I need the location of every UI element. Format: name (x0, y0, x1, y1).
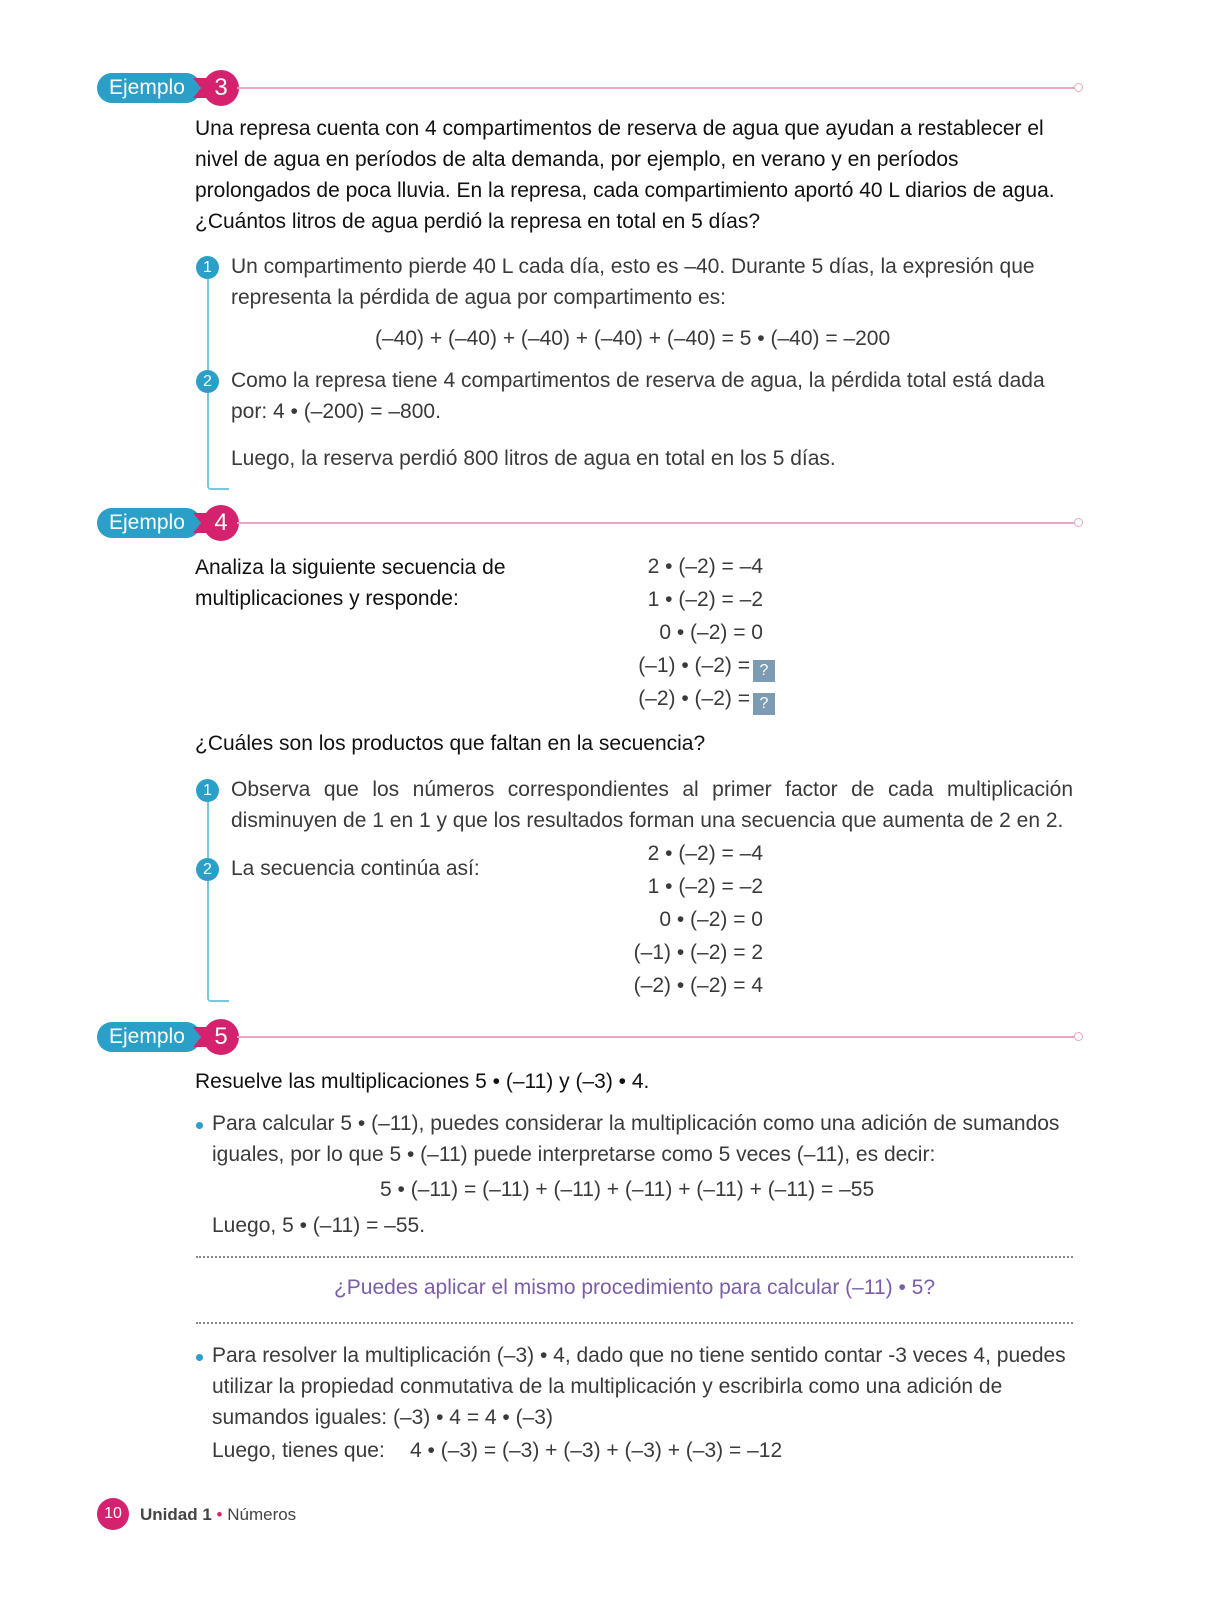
sequence-row: 2 • (–2) = –4 (647, 555, 763, 578)
solution-row: (–2) • (–2) = 4 (633, 974, 763, 997)
ejemplo-number: 4 (203, 505, 239, 541)
ejemplo-5-prompt: Resuelve las multiplicaciones 5 • (–11) y (–3) • 4. (195, 1070, 650, 1093)
sequence-expression: (–2) • (–2) = (638, 687, 750, 710)
ejemplo-5-bullet-2: Para resolver la multiplicación (–3) • 4, dado que no tiene sentido contar -3 veces 4, puedes utilizar la propiedad conmutativa de la multiplicación y escribirla como una adición de sumandos iguales: (–3) • 4 = 4 • (–3) (212, 1344, 1066, 1429)
footer-unit (140, 1505, 296, 1525)
ejemplo-3-conclusion: Luego, la reserva perdió 800 litros de agua en total en los 5 días. (231, 447, 836, 470)
ejemplo-number: 5 (203, 1019, 239, 1055)
footer-separator: • (216, 1505, 223, 1524)
topic-label: Números (227, 1505, 297, 1524)
unknown-box: ? (753, 660, 775, 682)
solution-row: 2 • (–2) = –4 (647, 842, 763, 865)
ejemplo-4-step-1: Observa que los números correspondientes al primer factor de cada multiplicación disminuyen de 1 en 1 y que los resultados forman una secuencia que aumenta de 2 en 2. (231, 778, 1073, 832)
sequence-row-unknown (563, 654, 775, 682)
header-rule-end (1074, 1032, 1083, 1041)
ejemplo-label: Ejemplo (97, 508, 201, 538)
ejemplo-4-step-2: La secuencia continúa así: (231, 857, 480, 880)
dotted-divider (196, 1322, 1073, 1324)
page-number: 10 (97, 1498, 129, 1530)
step-2-badge: 2 (196, 370, 219, 393)
ejemplo-5-equation-2: 4 • (–3) = (–3) + (–3) + (–3) + (–3) = –12 (410, 1439, 783, 1462)
ejemplo-4-header (97, 505, 1089, 541)
sequence-row: 0 • (–2) = 0 (659, 621, 763, 644)
ejemplo-5-result-1: Luego, 5 • (–11) = –55. (212, 1214, 426, 1237)
ejemplo-4-prompt: Analiza la siguiente secuencia de multiplicaciones y responde: (195, 556, 506, 610)
header-rule (237, 87, 1075, 89)
step-1-badge: 1 (196, 256, 219, 279)
ejemplo-5-header (97, 1019, 1089, 1055)
bullet-dot (196, 1354, 203, 1361)
header-rule (237, 522, 1075, 524)
solution-row: (–1) • (–2) = 2 (633, 941, 763, 964)
ejemplo-3-step-1: Un compartimento pierde 40 L cada día, esto es –40. Durante 5 días, la expresión que representa la pérdida de agua por compartimento es: (231, 255, 1035, 309)
side-question: ¿Puedes aplicar el mismo procedimiento para calcular (–11) • 5? (333, 1276, 936, 1299)
bullet-dot (196, 1122, 203, 1129)
ejemplo-label: Ejemplo (97, 1022, 201, 1052)
solution-row: 1 • (–2) = –2 (647, 875, 763, 898)
ejemplo-3-equation: (–40) + (–40) + (–40) + (–40) + (–40) = 5 • (–40) = –200 (375, 327, 891, 350)
steps-bracket (207, 792, 229, 1002)
ejemplo-5-bullet-1: Para calcular 5 • (–11), puedes considerar la multiplicación como una adición de sumandos iguales, por lo que 5 • (–11) puede interpretarse como 5 veces (–11), es decir: (212, 1112, 1060, 1166)
unit-label: Unidad 1 (140, 1505, 212, 1524)
step-2-badge: 2 (196, 858, 219, 881)
ejemplo-4-question: ¿Cuáles son los productos que faltan en la secuencia? (195, 732, 706, 755)
ejemplo-number: 3 (203, 70, 239, 106)
header-rule (237, 1036, 1075, 1038)
step-1-badge: 1 (196, 779, 219, 802)
dotted-divider (196, 1256, 1073, 1258)
unknown-box: ? (753, 693, 775, 715)
header-rule-end (1074, 83, 1083, 92)
ejemplo-3-step-2: Como la represa tiene 4 compartimentos de reserva de agua, la pérdida total está dada por: 4 • (–200) = –800. (231, 369, 1045, 423)
sequence-expression: (–1) • (–2) = (638, 654, 750, 677)
ejemplo-label: Ejemplo (97, 73, 201, 103)
header-rule-end (1074, 518, 1083, 527)
solution-row: 0 • (–2) = 0 (659, 908, 763, 931)
ejemplo-5-lead: Luego, tienes que: (212, 1439, 385, 1462)
ejemplo-3-problem: Una represa cuenta con 4 compartimentos de reserva de agua que ayudan a restablecer el nivel de agua en períodos de alta demanda, por ejemplo, en verano y en períodos prolongados de poca lluvia. En la represa, cada compartimiento aportó 40 L diarios de agua. ¿Cuántos litros de agua perdió la represa en total en 5 días? (195, 117, 1055, 233)
ejemplo-3-header (97, 70, 1089, 106)
sequence-row-unknown (563, 687, 775, 715)
sequence-row: 1 • (–2) = –2 (647, 588, 763, 611)
ejemplo-5-equation-1: 5 • (–11) = (–11) + (–11) + (–11) + (–11) + (–11) = –55 (380, 1178, 875, 1201)
